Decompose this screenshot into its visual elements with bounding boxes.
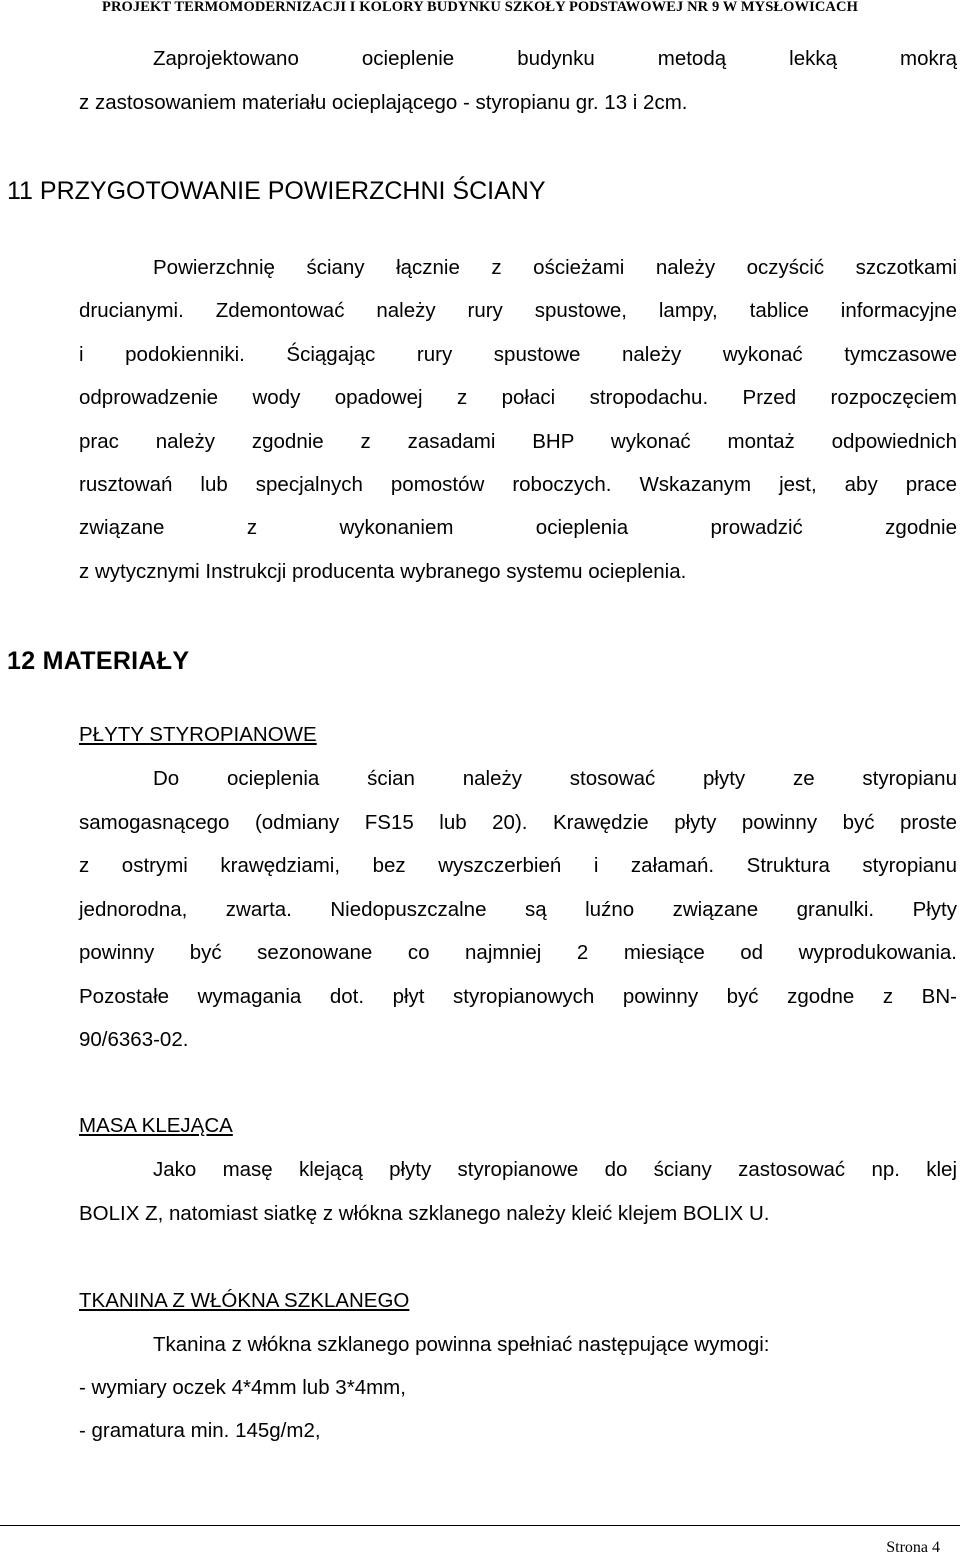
paragraph-line: Powierzchnię ściany łącznie z ościeżami należy oczyścić szczotkami	[153, 256, 957, 279]
paragraph-line: Tkanina z włókna szklanego powinna spełniać następujące wymogi:	[153, 1333, 770, 1356]
paragraph-line: powinny być sezonowane co najmniej 2 miesiące od wyprodukowania.	[79, 941, 957, 964]
subsection-title-masa: MASA KLEJĄCA	[79, 1114, 233, 1137]
paragraph-line: Pozostałe wymagania dot. płyt styropianowych powinny być zgodne z BN-	[79, 985, 957, 1008]
paragraph-line: Jako masę klejącą płyty styropianowe do ściany zastosować np. klej	[153, 1158, 957, 1181]
footer-divider	[0, 1525, 960, 1526]
subsection-title-tkanina: TKANINA Z WŁÓKNA SZKLANEGO	[79, 1289, 410, 1312]
paragraph-line: drucianymi. Zdemontować należy rury spustowe, lampy, tablice informacyjne	[79, 299, 957, 322]
page-number: Strona 4	[886, 1539, 940, 1556]
document-header: PROJEKT TERMOMODERNIZACJI I KOLORY BUDYNKU SZKOŁY PODSTAWOWEJ NR 9 W MYSŁOWICACH	[102, 0, 858, 14]
paragraph-line: samogasnącego (odmiany FS15 lub 20). Krawędzie płyty powinny być proste	[79, 811, 957, 834]
paragraph-line: odprowadzenie wody opadowej z połaci stropodachu. Przed rozpoczęciem	[79, 386, 957, 409]
paragraph-line: rusztowań lub specjalnych pomostów roboczych. Wskazanym jest, aby prace	[79, 473, 957, 496]
paragraph-line: prac należy zgodnie z zasadami BHP wykonać montaż odpowiednich	[79, 430, 957, 453]
intro-line-2: z zastosowaniem materiału ocieplającego - styropianu gr. 13 i 2cm.	[79, 91, 688, 114]
paragraph-line: z wytycznymi Instrukcji producenta wybranego systemu ocieplenia.	[79, 560, 687, 583]
paragraph-line: z ostrymi krawędziami, bez wyszczerbień i załamań. Struktura styropianu	[79, 854, 957, 877]
list-item: - wymiary oczek 4*4mm lub 3*4mm,	[79, 1376, 406, 1399]
list-item: - gramatura min. 145g/m2,	[79, 1419, 321, 1442]
paragraph-line: Do ocieplenia ścian należy stosować płyty ze styropianu	[153, 767, 957, 790]
paragraph-line: jednorodna, zwarta. Niedopuszczalne są luźno związane granulki. Płyty	[79, 898, 957, 921]
section-11-heading: 11 PRZYGOTOWANIE POWIERZCHNI ŚCIANY	[7, 177, 546, 205]
section-12-heading: 12 MATERIAŁY	[7, 647, 190, 675]
paragraph-line: i podokienniki. Ściągając rury spustowe należy wykonać tymczasowe	[79, 343, 957, 366]
paragraph-line: związane z wykonaniem ocieplenia prowadzić zgodnie	[79, 516, 957, 539]
paragraph-line: BOLIX Z, natomiast siatkę z włókna szklanego należy kleić klejem BOLIX U.	[79, 1202, 770, 1225]
paragraph-line: 90/6363-02.	[79, 1028, 189, 1051]
intro-line-1: Zaprojektowano ocieplenie budynku metodą lekką mokrą	[153, 47, 957, 70]
subsection-title-plyty: PŁYTY STYROPIANOWE	[79, 723, 317, 746]
